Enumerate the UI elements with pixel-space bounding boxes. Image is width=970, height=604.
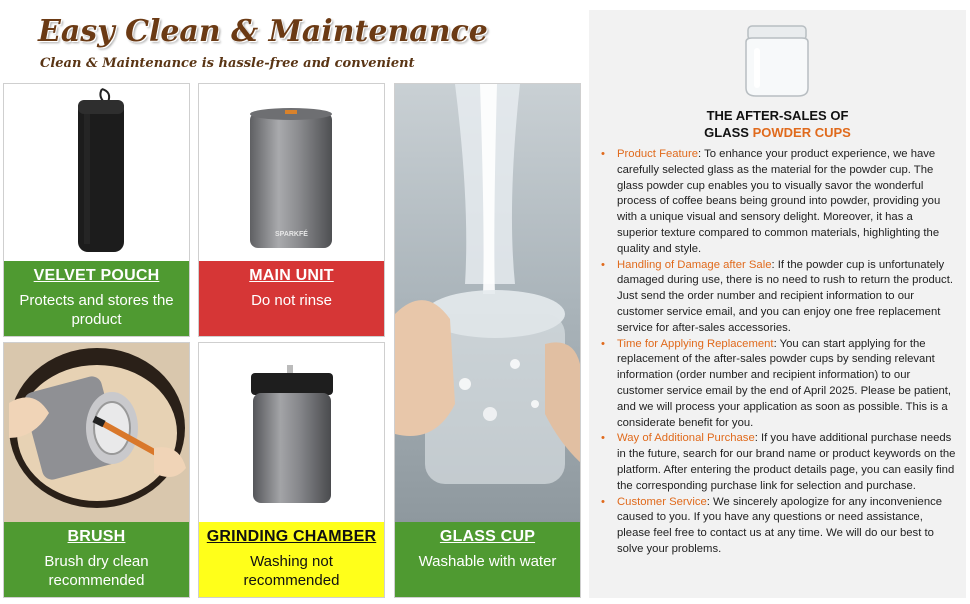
main-unit-image <box>199 84 384 261</box>
velvet-pouch-image <box>4 84 189 261</box>
card-grinding-chamber <box>198 342 385 598</box>
page-subtitle: Clean & Maintenance is hassle-free and convenient <box>40 56 415 71</box>
brush-caption <box>4 522 189 597</box>
glass-cup-heading: GLASS CUP <box>439 528 536 545</box>
velvet-pouch-description: Protects and stores the product <box>19 292 174 328</box>
glass-jar-icon <box>742 20 812 100</box>
brush-heading: BRUSH <box>67 528 126 545</box>
page-title: Easy Clean & Maintenance <box>38 14 488 49</box>
item-text: : To enhance your product experience, we have carefully selected glass as the material for the powder cup. The glass powder cup enables you to visually savor the wonderful process of coffee beans being ground into powder, providing you with a unique visual and sensory delight. Moreover, it has a superior texture compared to common materials, highlighting the quality and style. <box>617 148 941 255</box>
item-label: Product Feature <box>617 148 699 160</box>
glass-cup-image <box>395 84 580 522</box>
main-unit-caption <box>199 261 384 336</box>
list-item <box>599 495 956 558</box>
item-label: Way of Additional Purchase <box>617 432 755 445</box>
after-sales-title <box>589 107 966 141</box>
after-sales-panel <box>589 10 966 598</box>
bullet-icon: • <box>601 337 605 350</box>
grinding-chamber-description: Washing not recommended <box>243 553 340 589</box>
list-item <box>599 258 956 337</box>
glass-cup-description: Washable with water <box>418 553 557 570</box>
card-velvet-pouch <box>3 83 190 337</box>
item-text: : We sincerely apologize for any inconvenience caused to you. If you have any questions or need assistance, please feel free to contact us at any time. We will do our best to solve your problems. <box>617 495 943 555</box>
after-sales-title-glass: GLASS <box>704 125 753 140</box>
item-text: : You can start applying for the replacement of the after-sales powder cups by sending relevant information (order number and recipient information) to our customer service email by the end of April 2025. Please be patient, and we will process your application as soon as possible. This is a considerate benefit for you. <box>617 337 952 429</box>
velvet-pouch-heading: VELVET POUCH <box>33 267 160 284</box>
card-main-unit <box>198 83 385 337</box>
card-brush <box>3 342 190 598</box>
list-item <box>599 147 956 258</box>
bullet-icon: • <box>601 258 605 271</box>
grinding-chamber-caption <box>199 522 384 597</box>
brush-image <box>4 343 189 522</box>
card-glass-cup <box>394 83 581 598</box>
item-text: : If the powder cup is unfortunately damaged during use, there is no need to rush to return the product. Just send the order number and recipient information to our customer service email, and you can enjoy one free replacement service for after-sales accessories. <box>617 258 953 334</box>
bullet-icon: • <box>601 432 605 445</box>
bullet-icon: • <box>601 495 605 508</box>
brush-description: Brush dry clean recommended <box>44 553 149 589</box>
item-label: Customer Service <box>617 495 707 508</box>
main-unit-heading: MAIN UNIT <box>249 267 334 284</box>
glass-cup-caption <box>395 522 580 597</box>
list-item <box>599 337 956 432</box>
after-sales-title-line1: THE AFTER-SALES OF <box>706 108 849 123</box>
velvet-pouch-caption <box>4 261 189 336</box>
grinding-chamber-heading: GRINDING CHAMBER <box>206 528 377 545</box>
list-item <box>599 431 956 494</box>
after-sales-list <box>599 147 956 558</box>
main-unit-brand-logo: SPARKFÉ <box>275 231 308 238</box>
grinding-chamber-image <box>199 343 384 522</box>
item-label: Time for Applying Replacement <box>617 337 774 350</box>
after-sales-title-powder-cups: POWDER CUPS <box>752 125 851 140</box>
item-label: Handling of Damage after Sale <box>617 258 772 271</box>
bullet-icon: • <box>601 148 605 160</box>
main-unit-description: Do not rinse <box>251 292 332 309</box>
item-text: : If you have additional purchase needs in the future, search for our brand name or product keywords on the platform. After entering the product details page, you can easily find the corresponding purchase link for selection and purchase. <box>617 432 956 492</box>
